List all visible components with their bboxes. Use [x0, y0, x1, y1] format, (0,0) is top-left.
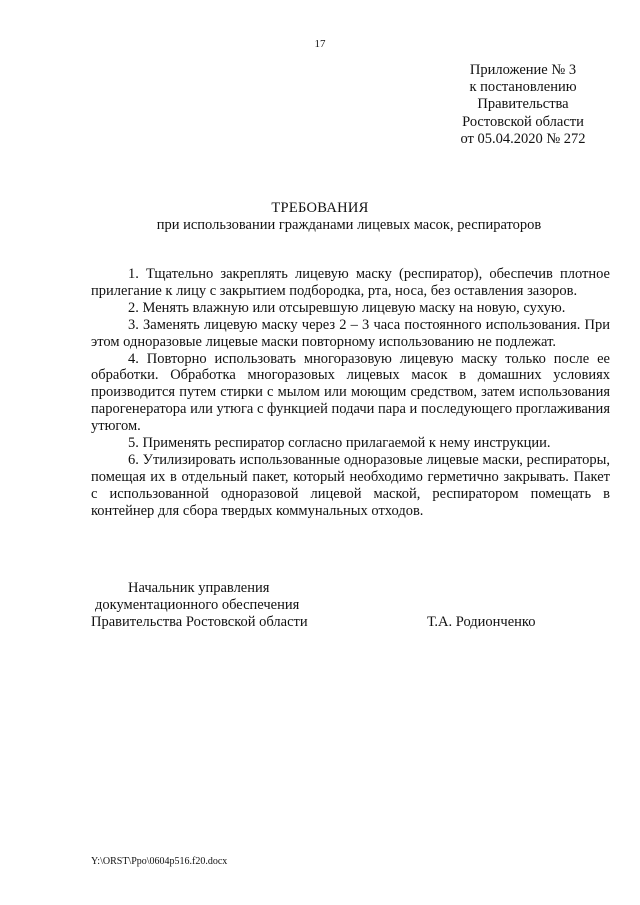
requirement-item-4: 4. Повторно использовать многоразовую лицевую маску только после ее обработки. Обработка многоразовых лицевых масок в домашних условиях производится путем стирки с мылом или моющим средством, затем использования парогенератора или утюга с функцией подачи пара и последующего проглаживания утюгом.: [91, 350, 610, 435]
page-number: 17: [314, 38, 326, 50]
appendix-line-3: Правительства: [477, 96, 569, 113]
document-title: ТРЕБОВАНИЯ: [271, 200, 369, 216]
appendix-line-2: к постановлению: [469, 79, 577, 96]
appendix-line-4: Ростовской области: [462, 113, 584, 130]
signature-block: [91, 580, 610, 631]
appendix-header: [438, 62, 608, 148]
signer-name: Т.А. Родионченко: [427, 614, 536, 630]
signer-position-line-2: документационного обеспечения: [95, 597, 300, 613]
requirement-item-1: 1. Тщательно закреплять лицевую маску (респиратор), обеспечив плотное прилегание к лицу с закрытием подбородка, рта, носа, без оставления зазоров.: [91, 266, 610, 299]
requirements-list: [91, 266, 610, 520]
file-path-footer: Y:\ORST\Ppo\0604p516.f20.docx: [91, 856, 228, 867]
requirement-item-3: 3. Заменять лицевую маску через 2 – 3 часа постоянного использования. При этом одноразовые лицевые маски повторному использованию не подлежат.: [91, 316, 610, 350]
requirement-item-6: 6. Утилизировать использованные одноразовые лицевые маски, респираторы, помещая их в отдельный пакет, который необходимо герметично закрывать. Пакет с использованной одноразовой лицевой маской, респиратором помещать в контейнер для сбора твердых коммунальных отходов.: [91, 451, 610, 519]
appendix-line-5: от 05.04.2020 № 272: [460, 130, 586, 147]
signer-position-line-1: Начальник управления: [128, 580, 270, 596]
signer-position-row: [91, 614, 610, 631]
signer-position-line-3: Правительства Ростовской области: [91, 614, 308, 630]
requirement-item-5: 5. Применять респиратор согласно прилагаемой к нему инструкции.: [128, 435, 551, 452]
document-subtitle: при использовании гражданами лицевых масок, респираторов: [156, 217, 542, 233]
appendix-line-1: Приложение № 3: [469, 62, 577, 78]
requirement-item-2: 2. Менять влажную или отсыревшую лицевую маску на новую, сухую.: [128, 299, 566, 316]
